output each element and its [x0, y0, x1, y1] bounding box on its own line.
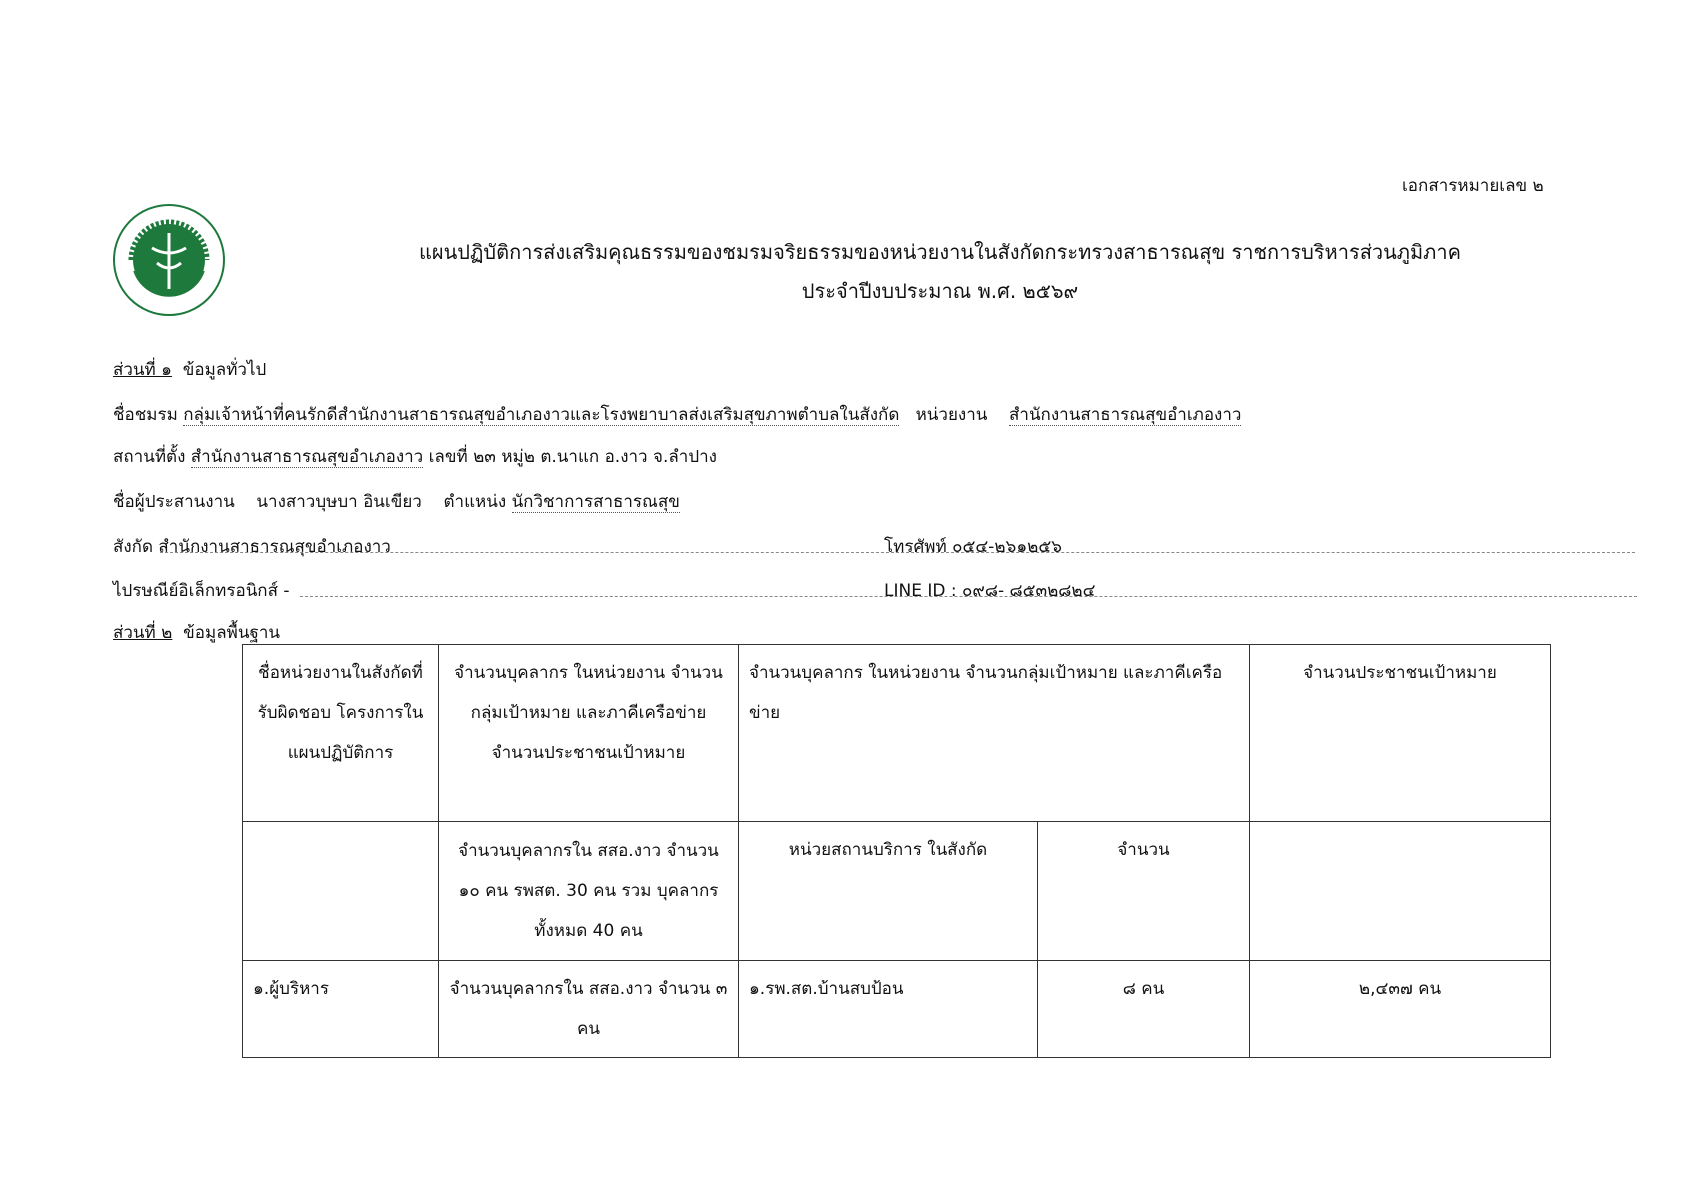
- row-count: ๘ คน: [1038, 961, 1250, 1058]
- sub-unit: [243, 822, 439, 961]
- coordinator-line: [113, 488, 680, 515]
- section1-title: ข้อมูลทั่วไป: [182, 360, 267, 380]
- row-unit: ๑.ผู้บริหาร: [243, 961, 439, 1058]
- email-label: ไปรษณีย์อิเล็กทรอนิกส์: [113, 581, 278, 601]
- row-staff-count: จำนวนบุคลากรใน สสอ.งาว จำนวน ๓ คน: [439, 961, 739, 1058]
- header-target-population: จำนวนประชาชนเป้าหมาย: [1250, 645, 1551, 822]
- document-number: เอกสารหมายเลข ๒: [1402, 176, 1544, 196]
- section2-title: ข้อมูลพื้นฐาน: [183, 623, 281, 643]
- line-id-value: ๐๙๘- ๘๕๓๒๘๒๔: [962, 581, 1096, 601]
- basic-info-table: [242, 644, 1551, 1058]
- sub-staff-count: จำนวนบุคลากรใน สสอ.งาว จำนวน ๑๐ คน รพสต. 30 คน รวม บุคลากร ทั้งหมด 40 คน: [439, 822, 739, 961]
- row-service-unit: ๑.รพ.สต.บ้านสบป้อน: [739, 961, 1038, 1058]
- location-line: [113, 443, 717, 470]
- location-address: เลขที่ ๒๓ หมู่๒ ต.นาแก อ.งาว จ.ลำปาง: [428, 447, 717, 467]
- affiliation-line: [113, 533, 391, 560]
- affiliation-label: สังกัด: [113, 537, 154, 557]
- section1-label: ส่วนที่ ๑: [113, 360, 172, 380]
- club-line: [113, 401, 1241, 428]
- location-label: สถานที่ตั้ง: [113, 447, 186, 467]
- position-label: ตำแหน่ง: [443, 492, 507, 512]
- email-value: -: [283, 581, 290, 601]
- row-population: ๒,๔๓๗ คน: [1250, 961, 1551, 1058]
- document-subtitle: ประจำปีงบประมาณ พ.ศ. ๒๕๖๙: [801, 279, 1079, 303]
- header-unit: ชื่อหน่วยงานในสังกัดที่รับผิดชอบ โครงการในแผนปฏิบัติการ: [243, 645, 439, 822]
- club-value: กลุ่มเจ้าหน้าที่คนรักดีสำนักงานสาธารณสุขอำเภองาวและโรงพยาบาลส่งเสริมสุขภาพตำบลในสังกัด: [183, 405, 900, 425]
- section1-heading: [113, 356, 266, 383]
- sub-population: [1250, 822, 1551, 961]
- document-title: แผนปฏิบัติการส่งเสริมคุณธรรมของชมรมจริยธรรมของหน่วยงานในสังกัดกระทรวงสาธารณสุข ราชการบริหารส่วนภูมิภาค: [419, 240, 1461, 264]
- phone-line: [884, 533, 1062, 560]
- phone-value: ๐๕๔-๒๖๑๒๕๖: [952, 537, 1062, 557]
- table-header-row: [243, 645, 1551, 822]
- table-row: [243, 961, 1551, 1058]
- unit-label: หน่วยงาน: [915, 405, 988, 425]
- coordinator-label: ชื่อผู้ประสานงาน: [113, 492, 235, 512]
- section2-heading: [113, 619, 280, 646]
- unit-value: สำนักงานสาธารณสุขอำเภองาว: [1009, 405, 1242, 425]
- header-target-network: จำนวนบุคลากร ในหน่วยงาน จำนวนกลุ่มเป้าหมาย และภาคีเครือข่าย: [739, 645, 1250, 822]
- line-id-label: LINE ID :: [884, 581, 957, 601]
- email-line: [113, 577, 290, 604]
- affiliation-value: สำนักงานสาธารณสุขอำเภองาว: [158, 537, 391, 557]
- position-value: นักวิชาการสาธารณสุข: [511, 492, 680, 512]
- section2-label: ส่วนที่ ๒: [113, 623, 173, 643]
- header-staff-count: จำนวนบุคลากร ในหน่วยงาน จำนวนกลุ่มเป้าหมาย และภาคีเครือข่าย จำนวนประชาชนเป้าหมาย: [439, 645, 739, 822]
- club-label: ชื่อชมรม: [113, 405, 178, 425]
- sub-count: จำนวน: [1038, 822, 1250, 961]
- line-id-line: [884, 577, 1095, 604]
- phone-label: โทรศัพท์: [884, 537, 947, 557]
- sub-service-unit: หน่วยสถานบริการ ในสังกัด: [739, 822, 1038, 961]
- coordinator-name: นางสาวบุษบา อินเขียว: [256, 492, 422, 512]
- location-value: สำนักงานสาธารณสุขอำเภองาว: [190, 447, 424, 467]
- table-subheader-row: [243, 822, 1551, 961]
